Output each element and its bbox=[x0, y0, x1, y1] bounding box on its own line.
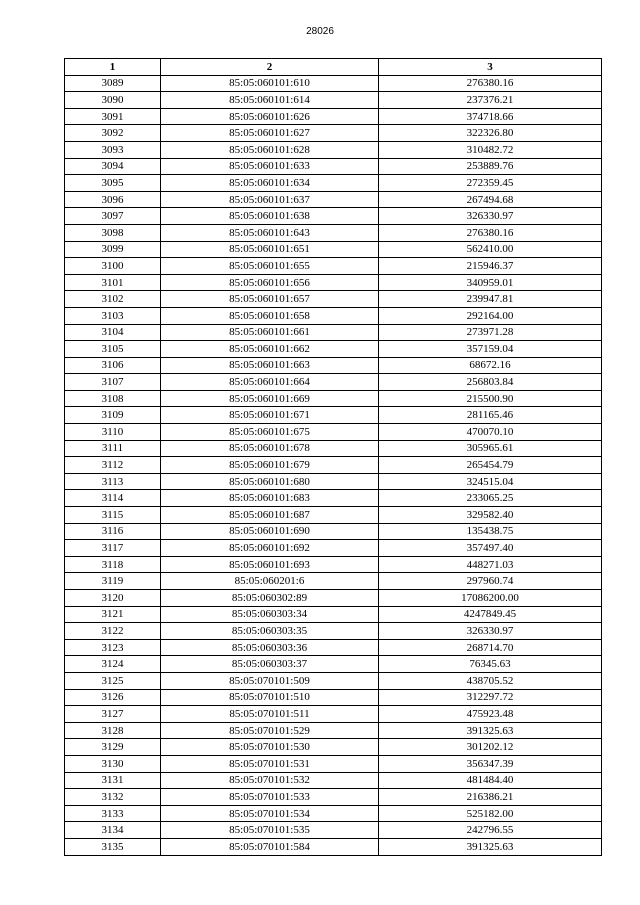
cadastral-number-cell: 85:05:070101:535 bbox=[161, 822, 379, 839]
table-row bbox=[65, 374, 602, 391]
cadastral-number-cell: 85:05:060101:692 bbox=[161, 540, 379, 557]
value-cell: 239947.81 bbox=[379, 291, 602, 308]
value-cell: 276380.16 bbox=[379, 224, 602, 241]
row-number-cell: 3112 bbox=[65, 457, 161, 474]
cadastral-number-cell: 85:05:060101:693 bbox=[161, 556, 379, 573]
value-cell: 76345.63 bbox=[379, 656, 602, 673]
row-number-cell: 3102 bbox=[65, 291, 161, 308]
table-row bbox=[65, 175, 602, 192]
cadastral-number-cell: 85:05:060101:627 bbox=[161, 125, 379, 142]
table-row bbox=[65, 258, 602, 275]
cadastral-number-cell: 85:05:060303:36 bbox=[161, 639, 379, 656]
row-number-cell: 3111 bbox=[65, 440, 161, 457]
cadastral-number-cell: 85:05:060101:634 bbox=[161, 175, 379, 192]
cadastral-number-cell: 85:05:060101:643 bbox=[161, 224, 379, 241]
table-row bbox=[65, 341, 602, 358]
value-cell: 242796.55 bbox=[379, 822, 602, 839]
row-number-cell: 3128 bbox=[65, 722, 161, 739]
value-cell: 448271.03 bbox=[379, 556, 602, 573]
table-row bbox=[65, 722, 602, 739]
value-cell: 272359.45 bbox=[379, 175, 602, 192]
row-number-cell: 3106 bbox=[65, 357, 161, 374]
cadastral-number-cell: 85:05:060101:678 bbox=[161, 440, 379, 457]
row-number-cell: 3120 bbox=[65, 590, 161, 607]
value-cell: 4247849.45 bbox=[379, 606, 602, 623]
cadastral-number-cell: 85:05:060101:661 bbox=[161, 324, 379, 341]
cadastral-number-cell: 85:05:070101:511 bbox=[161, 706, 379, 723]
cadastral-number-cell: 85:05:060101:638 bbox=[161, 208, 379, 225]
registry-table bbox=[64, 58, 602, 856]
value-cell: 481484.40 bbox=[379, 772, 602, 789]
table-row bbox=[65, 424, 602, 441]
cadastral-number-cell: 85:05:060101:664 bbox=[161, 374, 379, 391]
table-row bbox=[65, 407, 602, 424]
value-cell: 322326.80 bbox=[379, 125, 602, 142]
value-cell: 329582.40 bbox=[379, 507, 602, 524]
row-number-cell: 3118 bbox=[65, 556, 161, 573]
value-cell: 305965.61 bbox=[379, 440, 602, 457]
value-cell: 562410.00 bbox=[379, 241, 602, 258]
cadastral-number-cell: 85:05:070101:530 bbox=[161, 739, 379, 756]
cadastral-number-cell: 85:05:060101:628 bbox=[161, 141, 379, 158]
row-number-cell: 3133 bbox=[65, 805, 161, 822]
value-cell: 253889.76 bbox=[379, 158, 602, 175]
row-number-cell: 3135 bbox=[65, 838, 161, 855]
row-number-cell: 3108 bbox=[65, 390, 161, 407]
value-cell: 135438.75 bbox=[379, 523, 602, 540]
cadastral-number-cell: 85:05:060101:683 bbox=[161, 490, 379, 507]
row-number-cell: 3094 bbox=[65, 158, 161, 175]
cadastral-number-cell: 85:05:060303:34 bbox=[161, 606, 379, 623]
table-row bbox=[65, 523, 602, 540]
table-row bbox=[65, 672, 602, 689]
cadastral-number-cell: 85:05:060101:690 bbox=[161, 523, 379, 540]
table-row bbox=[65, 324, 602, 341]
value-cell: 268714.70 bbox=[379, 639, 602, 656]
value-cell: 273971.28 bbox=[379, 324, 602, 341]
cadastral-number-cell: 85:05:060101:671 bbox=[161, 407, 379, 424]
row-number-cell: 3121 bbox=[65, 606, 161, 623]
table-row bbox=[65, 241, 602, 258]
table-row bbox=[65, 590, 602, 607]
table-row bbox=[65, 291, 602, 308]
row-number-cell: 3126 bbox=[65, 689, 161, 706]
row-number-cell: 3134 bbox=[65, 822, 161, 839]
row-number-cell: 3110 bbox=[65, 424, 161, 441]
row-number-cell: 3122 bbox=[65, 623, 161, 640]
row-number-cell: 3114 bbox=[65, 490, 161, 507]
cadastral-number-cell: 85:05:060101:680 bbox=[161, 473, 379, 490]
table-row bbox=[65, 141, 602, 158]
cadastral-number-cell: 85:05:060101:675 bbox=[161, 424, 379, 441]
table-row bbox=[65, 158, 602, 175]
row-number-cell: 3089 bbox=[65, 75, 161, 92]
row-number-cell: 3107 bbox=[65, 374, 161, 391]
column-header-2: 2 bbox=[161, 59, 379, 76]
row-number-cell: 3090 bbox=[65, 92, 161, 109]
value-cell: 438705.52 bbox=[379, 672, 602, 689]
value-cell: 215500.90 bbox=[379, 390, 602, 407]
cadastral-number-cell: 85:05:060303:35 bbox=[161, 623, 379, 640]
table-row bbox=[65, 656, 602, 673]
column-header-1: 1 bbox=[65, 59, 161, 76]
cadastral-number-cell: 85:05:060101:669 bbox=[161, 390, 379, 407]
table-row bbox=[65, 457, 602, 474]
value-cell: 292164.00 bbox=[379, 307, 602, 324]
cadastral-number-cell: 85:05:060101:626 bbox=[161, 108, 379, 125]
table-row bbox=[65, 838, 602, 855]
cadastral-number-cell: 85:05:060101:657 bbox=[161, 291, 379, 308]
table-row bbox=[65, 789, 602, 806]
row-number-cell: 3095 bbox=[65, 175, 161, 192]
table-row bbox=[65, 623, 602, 640]
value-cell: 357497.40 bbox=[379, 540, 602, 557]
table-header-row bbox=[65, 59, 602, 76]
cadastral-number-cell: 85:05:060101:655 bbox=[161, 258, 379, 275]
table-row bbox=[65, 274, 602, 291]
row-number-cell: 3109 bbox=[65, 407, 161, 424]
table-row bbox=[65, 390, 602, 407]
cadastral-number-cell: 85:05:070101:510 bbox=[161, 689, 379, 706]
table-row bbox=[65, 540, 602, 557]
cadastral-number-cell: 85:05:060101:679 bbox=[161, 457, 379, 474]
row-number-cell: 3131 bbox=[65, 772, 161, 789]
cadastral-number-cell: 85:05:060101:633 bbox=[161, 158, 379, 175]
cadastral-number-cell: 85:05:060302:89 bbox=[161, 590, 379, 607]
value-cell: 297960.74 bbox=[379, 573, 602, 590]
row-number-cell: 3129 bbox=[65, 739, 161, 756]
row-number-cell: 3124 bbox=[65, 656, 161, 673]
row-number-cell: 3092 bbox=[65, 125, 161, 142]
value-cell: 216386.21 bbox=[379, 789, 602, 806]
row-number-cell: 3101 bbox=[65, 274, 161, 291]
table-row bbox=[65, 125, 602, 142]
cadastral-number-cell: 85:05:060101:663 bbox=[161, 357, 379, 374]
cadastral-number-cell: 85:05:060101:637 bbox=[161, 191, 379, 208]
cadastral-number-cell: 85:05:060101:610 bbox=[161, 75, 379, 92]
table-row bbox=[65, 706, 602, 723]
row-number-cell: 3103 bbox=[65, 307, 161, 324]
value-cell: 475923.48 bbox=[379, 706, 602, 723]
table-row bbox=[65, 639, 602, 656]
value-cell: 237376.21 bbox=[379, 92, 602, 109]
value-cell: 301202.12 bbox=[379, 739, 602, 756]
value-cell: 357159.04 bbox=[379, 341, 602, 358]
table-row bbox=[65, 224, 602, 241]
row-number-cell: 3132 bbox=[65, 789, 161, 806]
row-number-cell: 3116 bbox=[65, 523, 161, 540]
value-cell: 340959.01 bbox=[379, 274, 602, 291]
row-number-cell: 3099 bbox=[65, 241, 161, 258]
page-number: 28026 bbox=[306, 26, 334, 37]
row-number-cell: 3127 bbox=[65, 706, 161, 723]
row-number-cell: 3105 bbox=[65, 341, 161, 358]
table-row bbox=[65, 755, 602, 772]
table-row bbox=[65, 440, 602, 457]
table-row bbox=[65, 606, 602, 623]
value-cell: 470070.10 bbox=[379, 424, 602, 441]
cadastral-number-cell: 85:05:060201:6 bbox=[161, 573, 379, 590]
table-row bbox=[65, 689, 602, 706]
row-number-cell: 3093 bbox=[65, 141, 161, 158]
value-cell: 281165.46 bbox=[379, 407, 602, 424]
row-number-cell: 3115 bbox=[65, 507, 161, 524]
value-cell: 356347.39 bbox=[379, 755, 602, 772]
cadastral-number-cell: 85:05:060101:687 bbox=[161, 507, 379, 524]
table-body bbox=[65, 75, 602, 855]
cadastral-number-cell: 85:05:070101:529 bbox=[161, 722, 379, 739]
cadastral-number-cell: 85:05:060101:656 bbox=[161, 274, 379, 291]
cadastral-number-cell: 85:05:070101:509 bbox=[161, 672, 379, 689]
row-number-cell: 3096 bbox=[65, 191, 161, 208]
table-row bbox=[65, 75, 602, 92]
table-row bbox=[65, 573, 602, 590]
cadastral-number-cell: 85:05:070101:533 bbox=[161, 789, 379, 806]
value-cell: 525182.00 bbox=[379, 805, 602, 822]
value-cell: 233065.25 bbox=[379, 490, 602, 507]
value-cell: 326330.97 bbox=[379, 208, 602, 225]
row-number-cell: 3104 bbox=[65, 324, 161, 341]
table-row bbox=[65, 822, 602, 839]
table-row bbox=[65, 805, 602, 822]
cadastral-number-cell: 85:05:060303:37 bbox=[161, 656, 379, 673]
cadastral-number-cell: 85:05:070101:531 bbox=[161, 755, 379, 772]
value-cell: 391325.63 bbox=[379, 722, 602, 739]
table-row bbox=[65, 307, 602, 324]
value-cell: 215946.37 bbox=[379, 258, 602, 275]
cadastral-number-cell: 85:05:060101:651 bbox=[161, 241, 379, 258]
value-cell: 391325.63 bbox=[379, 838, 602, 855]
row-number-cell: 3123 bbox=[65, 639, 161, 656]
table-row bbox=[65, 490, 602, 507]
table-row bbox=[65, 473, 602, 490]
value-cell: 324515.04 bbox=[379, 473, 602, 490]
cadastral-number-cell: 85:05:070101:534 bbox=[161, 805, 379, 822]
row-number-cell: 3119 bbox=[65, 573, 161, 590]
table-row bbox=[65, 208, 602, 225]
row-number-cell: 3125 bbox=[65, 672, 161, 689]
row-number-cell: 3130 bbox=[65, 755, 161, 772]
table-row bbox=[65, 92, 602, 109]
table-row bbox=[65, 191, 602, 208]
value-cell: 326330.97 bbox=[379, 623, 602, 640]
value-cell: 310482.72 bbox=[379, 141, 602, 158]
table-row bbox=[65, 357, 602, 374]
cadastral-number-cell: 85:05:060101:658 bbox=[161, 307, 379, 324]
cadastral-number-cell: 85:05:070101:584 bbox=[161, 838, 379, 855]
value-cell: 265454.79 bbox=[379, 457, 602, 474]
value-cell: 68672.16 bbox=[379, 357, 602, 374]
cadastral-number-cell: 85:05:070101:532 bbox=[161, 772, 379, 789]
row-number-cell: 3113 bbox=[65, 473, 161, 490]
row-number-cell: 3098 bbox=[65, 224, 161, 241]
table-row bbox=[65, 556, 602, 573]
column-header-3: 3 bbox=[379, 59, 602, 76]
value-cell: 312297.72 bbox=[379, 689, 602, 706]
value-cell: 276380.16 bbox=[379, 75, 602, 92]
value-cell: 267494.68 bbox=[379, 191, 602, 208]
row-number-cell: 3091 bbox=[65, 108, 161, 125]
cadastral-number-cell: 85:05:060101:662 bbox=[161, 341, 379, 358]
row-number-cell: 3100 bbox=[65, 258, 161, 275]
value-cell: 374718.66 bbox=[379, 108, 602, 125]
value-cell: 17086200.00 bbox=[379, 590, 602, 607]
row-number-cell: 3117 bbox=[65, 540, 161, 557]
cadastral-number-cell: 85:05:060101:614 bbox=[161, 92, 379, 109]
row-number-cell: 3097 bbox=[65, 208, 161, 225]
table-row bbox=[65, 507, 602, 524]
table-row bbox=[65, 739, 602, 756]
table-row bbox=[65, 108, 602, 125]
table-row bbox=[65, 772, 602, 789]
value-cell: 256803.84 bbox=[379, 374, 602, 391]
